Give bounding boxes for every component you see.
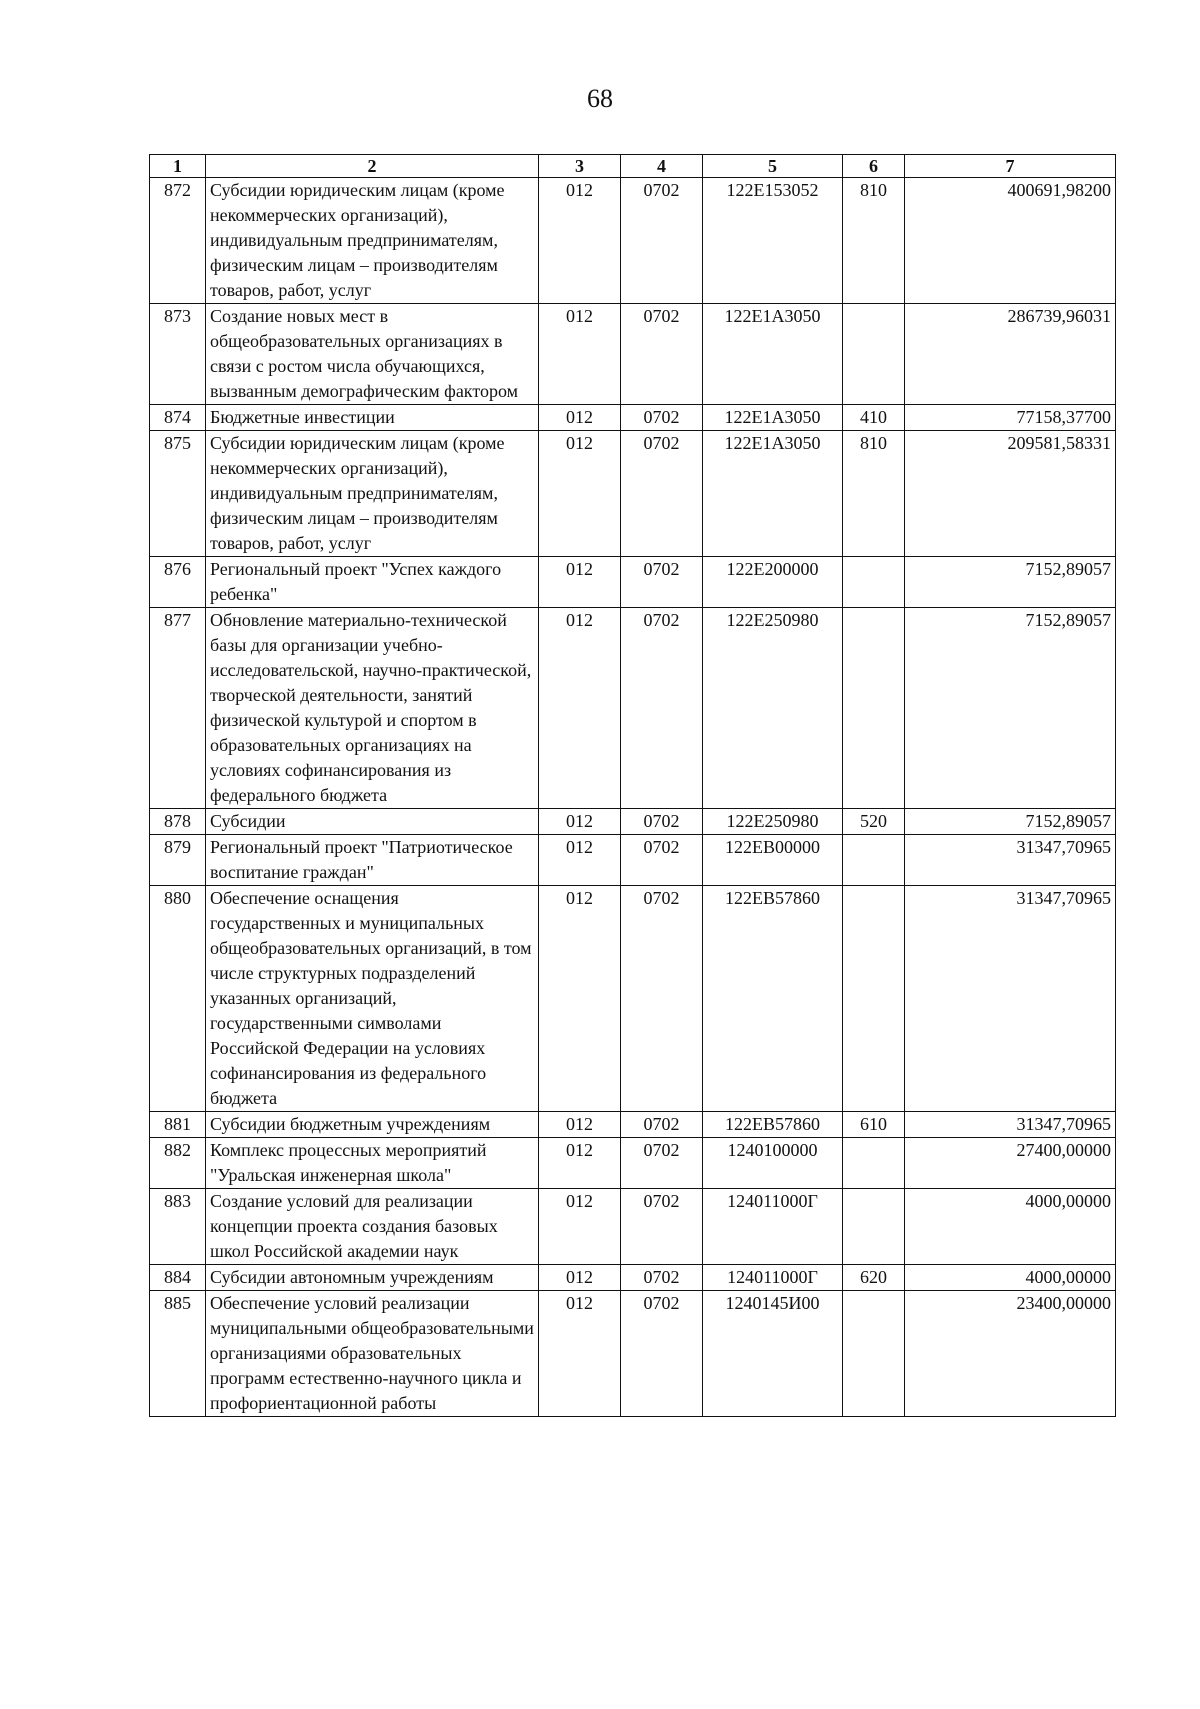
row-number: 878 bbox=[150, 809, 206, 835]
row-description: Обновление материально-технической базы для организации учебно-исследовательской, научно-практической, творческой деятельности, занятий физической культурой и спортом в образовательных организациях на условиях софинансирования из федерального бюджета bbox=[206, 608, 539, 809]
row-col-3: 012 bbox=[539, 431, 621, 557]
row-amount: 286739,96031 bbox=[905, 304, 1116, 405]
table-row bbox=[150, 1265, 1116, 1291]
row-col-5: 124011000Г bbox=[703, 1189, 843, 1265]
row-amount: 31347,70965 bbox=[905, 1112, 1116, 1138]
row-number: 881 bbox=[150, 1112, 206, 1138]
table-row bbox=[150, 886, 1116, 1112]
table-row bbox=[150, 1112, 1116, 1138]
row-col-5: 122Е1А3050 bbox=[703, 304, 843, 405]
row-description: Бюджетные инвестиции bbox=[206, 405, 539, 431]
row-col-6 bbox=[843, 886, 905, 1112]
row-number: 883 bbox=[150, 1189, 206, 1265]
row-col-5: 122ЕВ57860 bbox=[703, 1112, 843, 1138]
row-amount: 4000,00000 bbox=[905, 1189, 1116, 1265]
row-col-6: 810 bbox=[843, 431, 905, 557]
row-col-6 bbox=[843, 304, 905, 405]
table-row bbox=[150, 835, 1116, 886]
header-col-3: 3 bbox=[539, 155, 621, 178]
row-col-6: 610 bbox=[843, 1112, 905, 1138]
row-col-3: 012 bbox=[539, 1265, 621, 1291]
header-col-1: 1 bbox=[150, 155, 206, 178]
row-col-6 bbox=[843, 1189, 905, 1265]
page-number: 68 bbox=[587, 84, 613, 113]
row-col-3: 012 bbox=[539, 1189, 621, 1265]
row-amount: 27400,00000 bbox=[905, 1138, 1116, 1189]
row-number: 875 bbox=[150, 431, 206, 557]
header-col-5: 5 bbox=[703, 155, 843, 178]
row-col-4: 0702 bbox=[621, 178, 703, 304]
row-col-6: 810 bbox=[843, 178, 905, 304]
row-col-6: 410 bbox=[843, 405, 905, 431]
table-row bbox=[150, 1291, 1116, 1417]
row-col-4: 0702 bbox=[621, 304, 703, 405]
row-description: Обеспечение условий реализации муниципальными общеобразовательными организациями образовательных программ естественно-научного цикла и профориентационной работы bbox=[206, 1291, 539, 1417]
row-description: Субсидии bbox=[206, 809, 539, 835]
row-number: 873 bbox=[150, 304, 206, 405]
row-amount: 7152,89057 bbox=[905, 809, 1116, 835]
table-body bbox=[150, 178, 1116, 1417]
row-col-6 bbox=[843, 557, 905, 608]
row-col-5: 122ЕВ00000 bbox=[703, 835, 843, 886]
row-col-4: 0702 bbox=[621, 1112, 703, 1138]
row-amount: 209581,58331 bbox=[905, 431, 1116, 557]
table-row bbox=[150, 405, 1116, 431]
row-col-3: 012 bbox=[539, 1291, 621, 1417]
row-col-5: 122Е1А3050 bbox=[703, 431, 843, 557]
row-number: 879 bbox=[150, 835, 206, 886]
row-col-6 bbox=[843, 1138, 905, 1189]
row-col-4: 0702 bbox=[621, 405, 703, 431]
row-number: 872 bbox=[150, 178, 206, 304]
row-amount: 7152,89057 bbox=[905, 557, 1116, 608]
row-amount: 4000,00000 bbox=[905, 1265, 1116, 1291]
row-col-3: 012 bbox=[539, 608, 621, 809]
header-col-4: 4 bbox=[621, 155, 703, 178]
row-col-4: 0702 bbox=[621, 557, 703, 608]
row-col-6 bbox=[843, 608, 905, 809]
row-description: Субсидии юридическим лицам (кроме некоммерческих организаций), индивидуальным предпринимателям, физическим лицам – производителям товаров, работ, услуг bbox=[206, 431, 539, 557]
header-col-7: 7 bbox=[905, 155, 1116, 178]
row-col-6: 520 bbox=[843, 809, 905, 835]
row-number: 884 bbox=[150, 1265, 206, 1291]
row-description: Субсидии юридическим лицам (кроме некоммерческих организаций), индивидуальным предпринимателям, физическим лицам – производителям товаров, работ, услуг bbox=[206, 178, 539, 304]
row-number: 882 bbox=[150, 1138, 206, 1189]
table-row bbox=[150, 431, 1116, 557]
row-col-4: 0702 bbox=[621, 1291, 703, 1417]
row-amount: 31347,70965 bbox=[905, 835, 1116, 886]
row-col-4: 0702 bbox=[621, 1189, 703, 1265]
row-description: Региональный проект "Успех каждого ребенка" bbox=[206, 557, 539, 608]
row-description: Комплекс процессных мероприятий "Уральская инженерная школа" bbox=[206, 1138, 539, 1189]
row-col-6 bbox=[843, 835, 905, 886]
row-amount: 31347,70965 bbox=[905, 886, 1116, 1112]
row-col-5: 122Е200000 bbox=[703, 557, 843, 608]
row-description: Региональный проект "Патриотическое воспитание граждан" bbox=[206, 835, 539, 886]
row-col-5: 1240145И00 bbox=[703, 1291, 843, 1417]
row-col-5: 122Е250980 bbox=[703, 809, 843, 835]
row-number: 876 bbox=[150, 557, 206, 608]
row-col-6: 620 bbox=[843, 1265, 905, 1291]
table-row bbox=[150, 304, 1116, 405]
row-description: Создание новых мест в общеобразовательных организациях в связи с ростом числа обучающихся, вызванным демографическим фактором bbox=[206, 304, 539, 405]
row-col-5: 122Е153052 bbox=[703, 178, 843, 304]
table-row bbox=[150, 608, 1116, 809]
row-description: Создание условий для реализации концепции проекта создания базовых школ Российской академии наук bbox=[206, 1189, 539, 1265]
row-col-5: 1240100000 bbox=[703, 1138, 843, 1189]
row-col-3: 012 bbox=[539, 1112, 621, 1138]
budget-table bbox=[149, 154, 1116, 1417]
table-row bbox=[150, 557, 1116, 608]
row-col-5: 124011000Г bbox=[703, 1265, 843, 1291]
row-col-4: 0702 bbox=[621, 431, 703, 557]
row-col-4: 0702 bbox=[621, 1138, 703, 1189]
row-amount: 23400,00000 bbox=[905, 1291, 1116, 1417]
table-row bbox=[150, 1189, 1116, 1265]
row-col-4: 0702 bbox=[621, 835, 703, 886]
row-col-3: 012 bbox=[539, 178, 621, 304]
row-col-3: 012 bbox=[539, 304, 621, 405]
row-col-5: 122Е1А3050 bbox=[703, 405, 843, 431]
row-col-3: 012 bbox=[539, 886, 621, 1112]
row-description: Обеспечение оснащения государственных и муниципальных общеобразовательных организаций, в том числе структурных подразделений указанных организаций, государственными символами Российской Федерации на условиях софинансирования из федерального бюджета bbox=[206, 886, 539, 1112]
table-row bbox=[150, 1138, 1116, 1189]
row-col-3: 012 bbox=[539, 557, 621, 608]
header-col-6: 6 bbox=[843, 155, 905, 178]
table-row bbox=[150, 178, 1116, 304]
row-col-4: 0702 bbox=[621, 1265, 703, 1291]
row-amount: 7152,89057 bbox=[905, 608, 1116, 809]
row-col-3: 012 bbox=[539, 809, 621, 835]
row-number: 874 bbox=[150, 405, 206, 431]
header-col-2: 2 bbox=[206, 155, 539, 178]
row-amount: 77158,37700 bbox=[905, 405, 1116, 431]
row-col-4: 0702 bbox=[621, 886, 703, 1112]
row-col-3: 012 bbox=[539, 405, 621, 431]
header-row bbox=[150, 155, 1116, 178]
row-col-5: 122Е250980 bbox=[703, 608, 843, 809]
row-description: Субсидии бюджетным учреждениям bbox=[206, 1112, 539, 1138]
row-col-4: 0702 bbox=[621, 809, 703, 835]
row-col-6 bbox=[843, 1291, 905, 1417]
row-number: 885 bbox=[150, 1291, 206, 1417]
row-col-3: 012 bbox=[539, 1138, 621, 1189]
row-amount: 400691,98200 bbox=[905, 178, 1116, 304]
row-col-5: 122ЕВ57860 bbox=[703, 886, 843, 1112]
row-col-3: 012 bbox=[539, 835, 621, 886]
row-number: 880 bbox=[150, 886, 206, 1112]
table-row bbox=[150, 809, 1116, 835]
row-number: 877 bbox=[150, 608, 206, 809]
row-col-4: 0702 bbox=[621, 608, 703, 809]
row-description: Субсидии автономным учреждениям bbox=[206, 1265, 539, 1291]
